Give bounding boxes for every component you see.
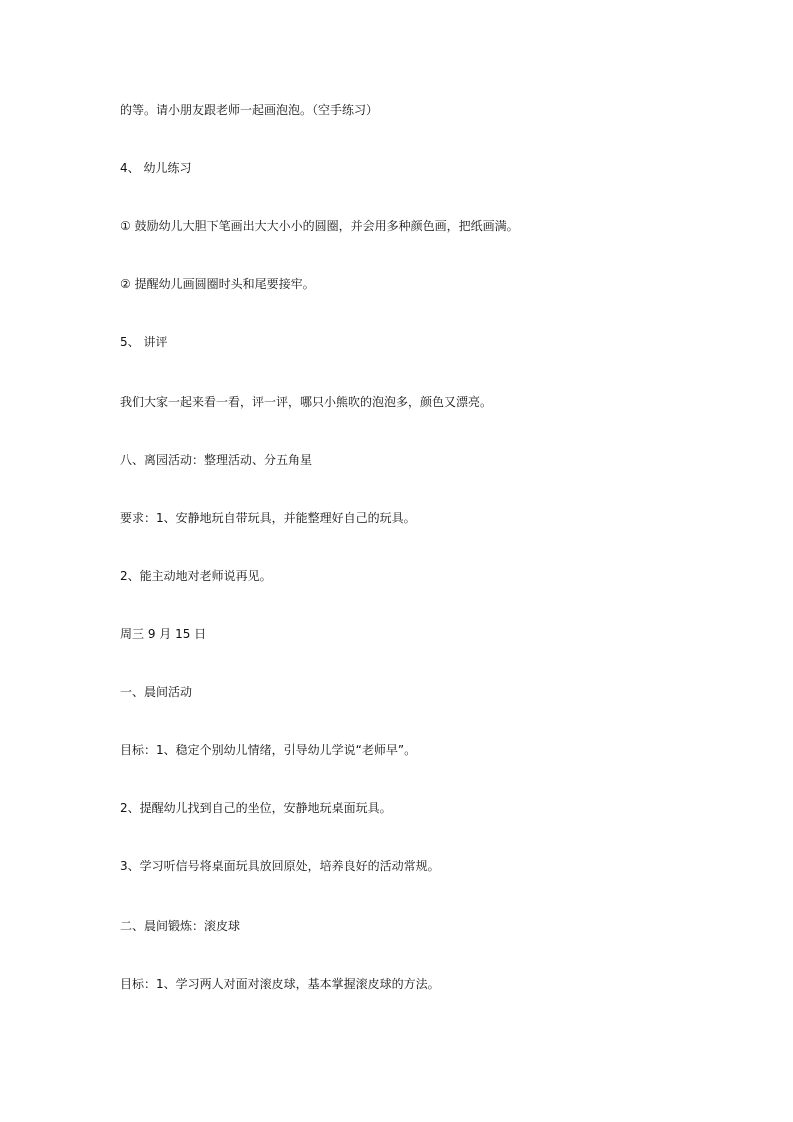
goal-item-1: 目标：1、稳定个别幼儿情绪，引导幼儿学说“老师早”。 bbox=[120, 743, 417, 757]
paragraph-continuation: 的等。请小朋友跟老师一起画泡泡。（空手练习） bbox=[120, 103, 379, 117]
list-item-remind: ② 提醒幼儿画圆圈时头和尾要接牢。 bbox=[120, 277, 315, 291]
requirement-item-2: 2、能主动地对老师说再见。 bbox=[120, 569, 272, 583]
goal-item-2: 2、提醒幼儿找到自己的坐位，安静地玩桌面玩具。 bbox=[120, 801, 392, 815]
section-heading-morning-activity: 一、晨间活动 bbox=[120, 685, 193, 699]
requirement-item-1: 要求：1、安静地玩自带玩具，并能整理好自己的玩具。 bbox=[120, 511, 416, 525]
section-heading-practice: 4、 幼儿练习 bbox=[120, 161, 192, 175]
date-heading: 周三 9 月 15 日 bbox=[120, 627, 207, 641]
paragraph-review: 我们大家一起来看一看，评一评，哪只小熊吹的泡泡多，颜色又漂亮。 bbox=[120, 395, 493, 409]
list-item-encourage: ① 鼓励幼儿大胆下笔画出大大小小的圆圈，并会用多种颜色画，把纸画满。 bbox=[120, 219, 519, 233]
goal-item-3: 3、学习听信号将桌面玩具放回原处，培养良好的活动常规。 bbox=[120, 859, 440, 873]
goal-item-ball: 目标：1、学习两人对面对滚皮球，基本掌握滚皮球的方法。 bbox=[120, 977, 440, 991]
section-heading-review: 5、 讲评 bbox=[120, 335, 168, 349]
section-heading-morning-exercise: 二、晨间锻炼：滚皮球 bbox=[120, 919, 241, 933]
section-heading-departure: 八、离园活动：整理活动、分五角星 bbox=[120, 453, 313, 467]
